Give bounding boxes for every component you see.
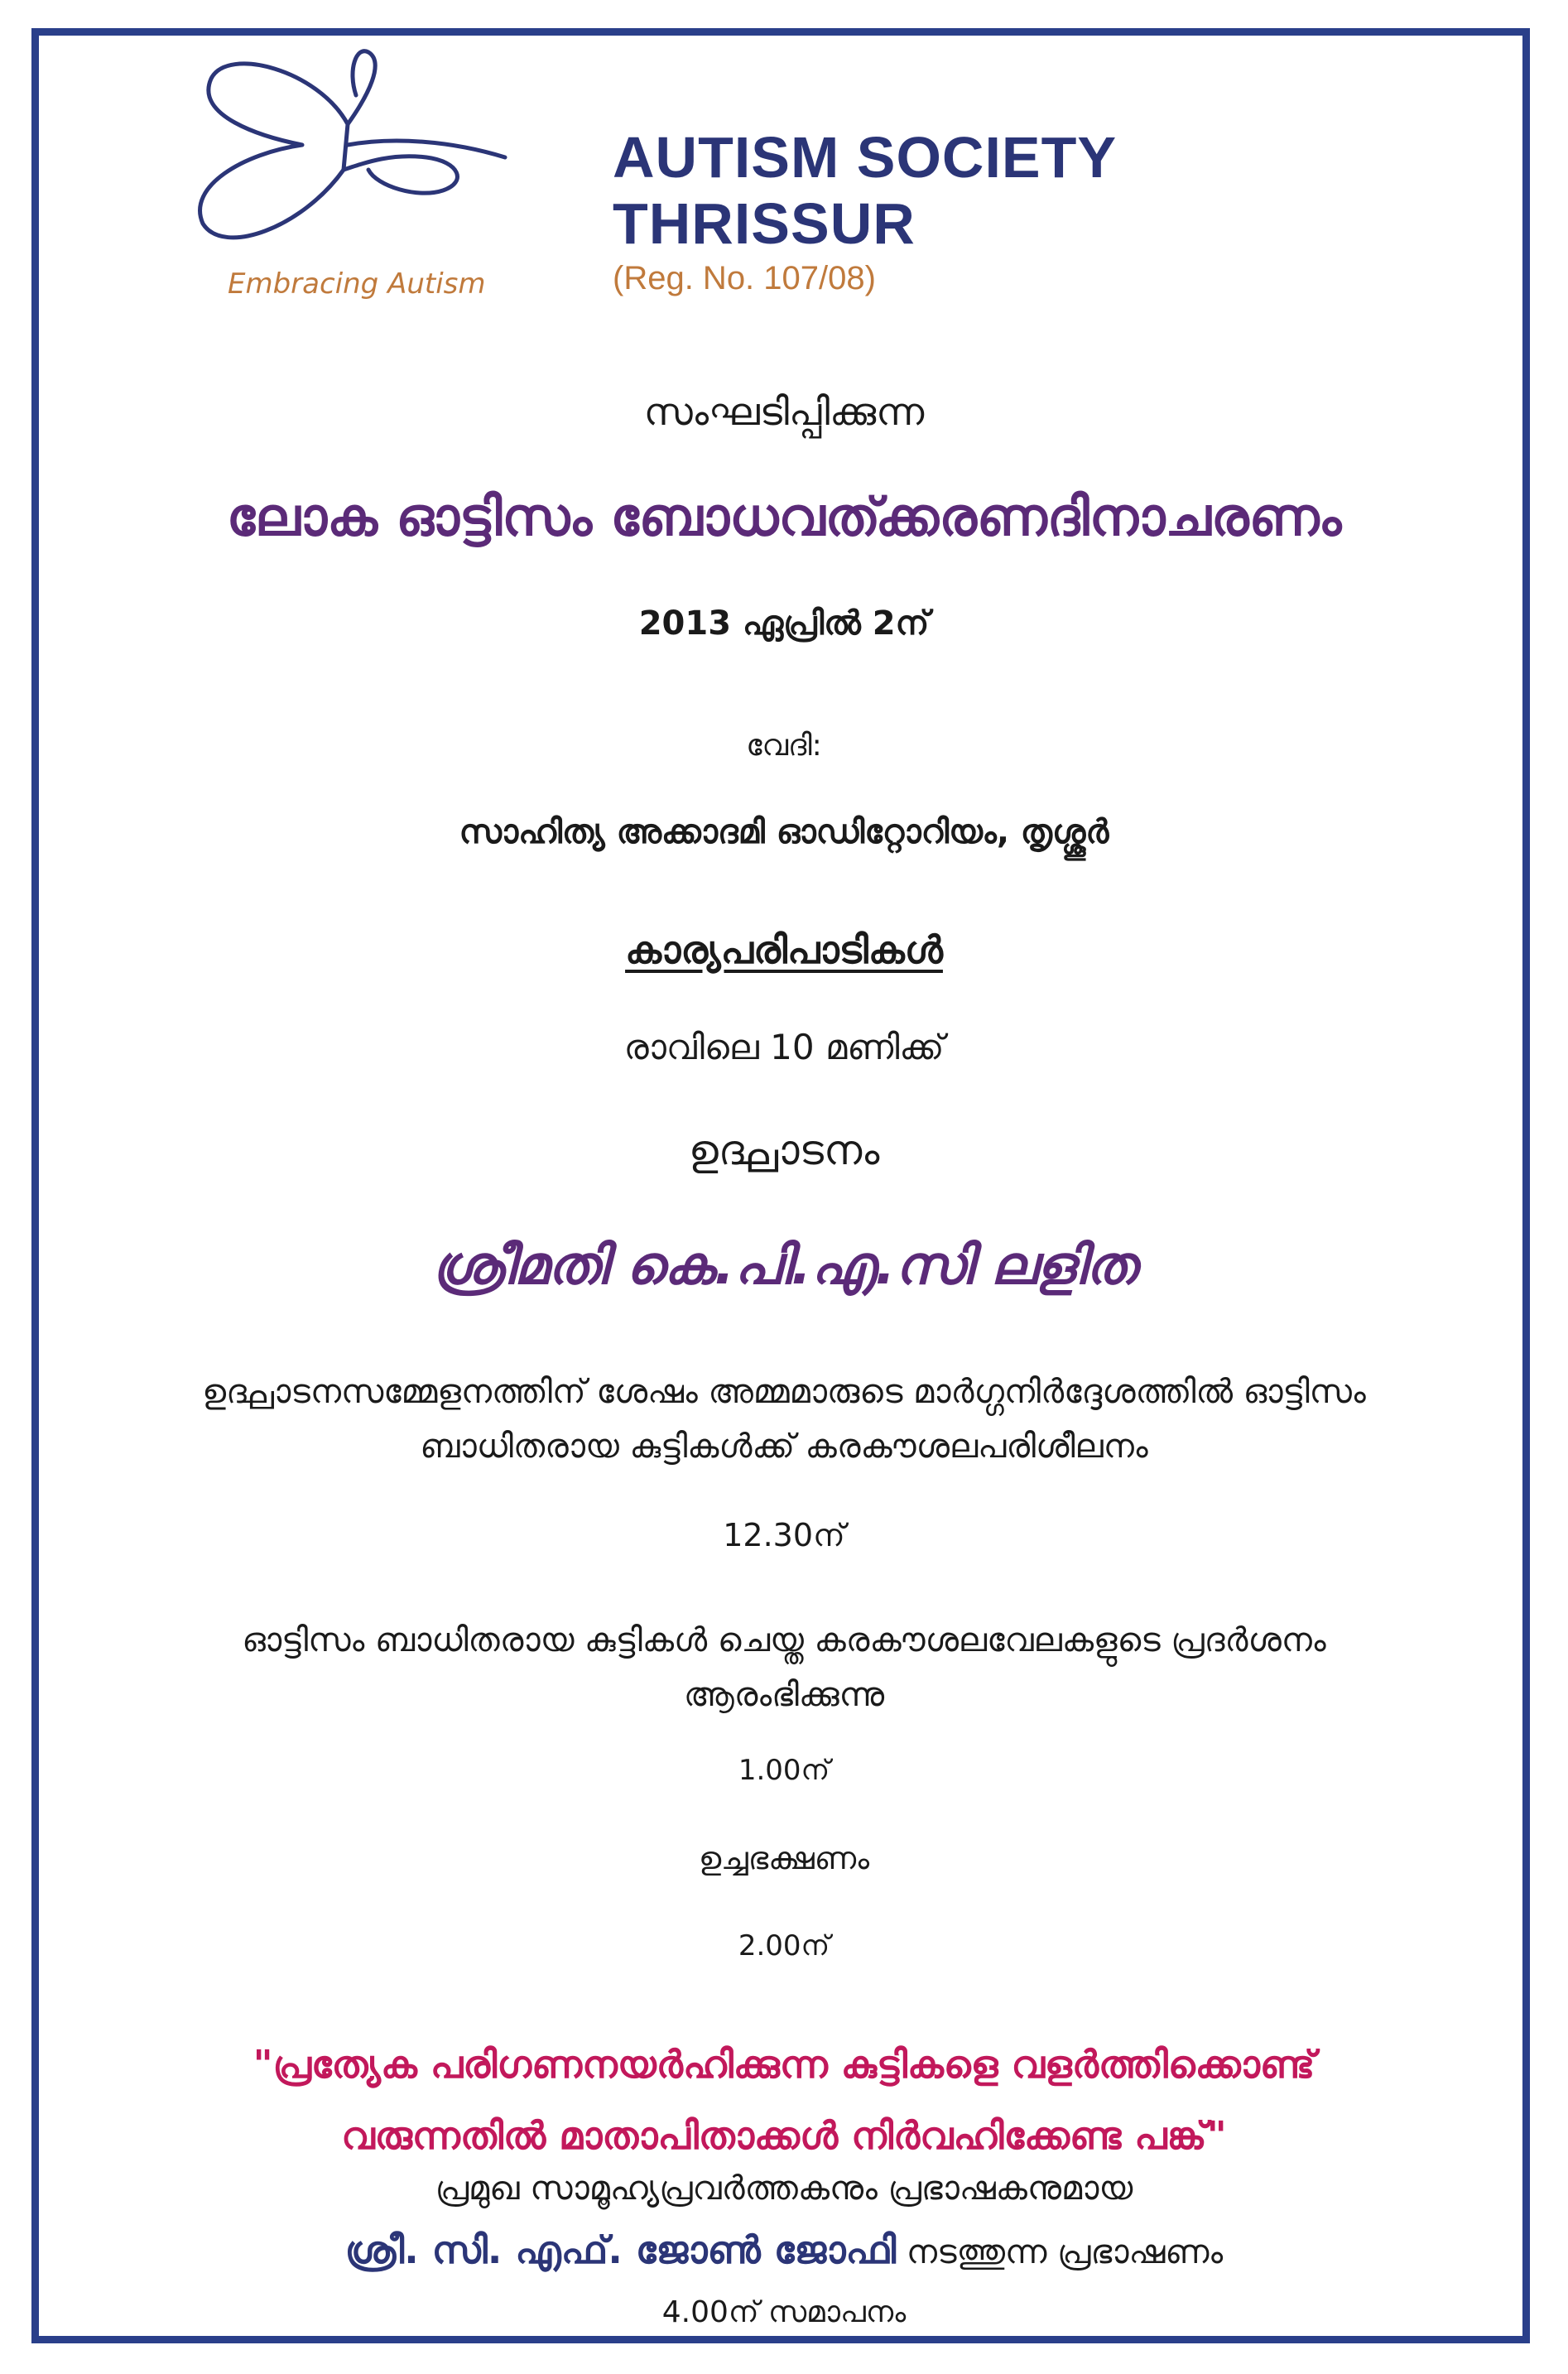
speech-suffix: നടത്തുന്ന പ്രഭാഷണം xyxy=(896,2233,1224,2271)
time-1230: 12.30ന് xyxy=(723,1517,845,1553)
activity-1-line2: ബാധിതരായ കുട്ടികൾക്ക് കരകൗശലപരിശീലനം xyxy=(420,1428,1148,1466)
activity-1 xyxy=(91,1365,1477,1474)
event-date: 2013 ഏപ്രിൽ 2ന് xyxy=(638,604,930,643)
talk-title xyxy=(91,2029,1477,2171)
programme-heading: കാര്യപരിപാടികൾ xyxy=(625,927,943,972)
lunch-label: ഉച്ചഭക്ഷണം xyxy=(698,1840,870,1876)
organization-name: AUTISM SOCIETY THRISSUR xyxy=(613,125,1118,256)
page-border xyxy=(31,28,1530,2343)
organization-header xyxy=(613,124,1441,297)
venue-label: വേദി: xyxy=(746,729,822,763)
closing-time: 4.00ന് സമാപനം xyxy=(661,2295,907,2329)
time-100: 1.00ന് xyxy=(738,1754,830,1787)
inaugurator-name: ശ്രീമതി കെ.പി.എ.സി ലളിത xyxy=(431,1235,1137,1297)
talk-title-line2: വരുന്നതിൽ മാതാപിതാക്കൾ നിർവഹിക്കേണ്ട പങ്ക്" xyxy=(341,2113,1227,2158)
logo-tagline: Embracing Autism xyxy=(228,267,486,301)
organizes-label: സംഘടിപ്പിക്കുന്ന xyxy=(643,389,925,434)
activity-2 xyxy=(91,1613,1477,1722)
inauguration-label: ഉദ്ഘാടനം xyxy=(688,1126,880,1174)
event-title: ലോക ഓട്ടിസം ബോധവത്ക്കരണദിനാചരണം xyxy=(226,487,1342,548)
activity-2-line1: ഓട്ടിസം ബാധിതരായ കുട്ടികൾ ചെയ്ത കരകൗശലവേലകളുടെ പ്രദർശനം xyxy=(242,1621,1326,1659)
time-200: 2.00ന് xyxy=(738,1929,830,1962)
speaker-name: ശ്രീ. സി. എഫ്. ജോൺ ജോഫി xyxy=(344,2227,897,2272)
activity-2-line2: ആരംഭിക്കുന്നു xyxy=(683,1676,885,1714)
activity-1-line1: ഉദ്ഘാടനസമ്മേളനത്തിന് ശേഷം അമ്മമാരുടെ മാർഗ്ഗനിർദ്ദേശത്തിൽ ഓട്ടിസം xyxy=(202,1373,1366,1411)
butterfly-logo xyxy=(178,46,526,319)
venue: സാഹിത്യ അക്കാദമി ഓഡിറ്റോറിയം, തൃശ്ശൂർ xyxy=(459,813,1109,851)
registration-number: (Reg. No. 107/08) xyxy=(613,260,876,296)
talk-title-line1: "പ്രത്യേക പരിഗണനയർഹിക്കുന്ന കുട്ടികളെ വളർത്തിക്കൊണ്ട് xyxy=(253,2042,1315,2087)
butterfly-icon xyxy=(178,46,526,261)
speaker-intro: പ്രമുഖ സാമൂഹ്യപ്രവർത്തകനും പ്രഭാഷകനുമായ xyxy=(435,2169,1133,2208)
time-10am: രാവിലെ 10 മണിക്ക് xyxy=(623,1027,945,1067)
speaker-line xyxy=(0,2227,1568,2274)
